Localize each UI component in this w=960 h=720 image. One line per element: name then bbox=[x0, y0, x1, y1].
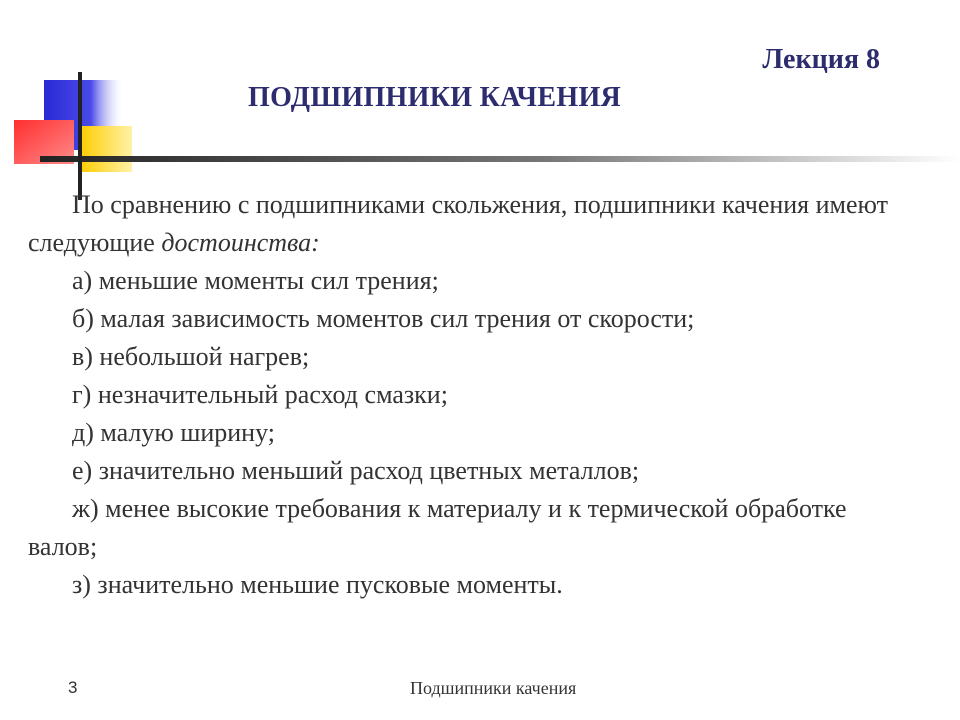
list-item: ж) менее высокие требования к материалу и к термической обработке валов; bbox=[28, 494, 847, 561]
page-number: 3 bbox=[68, 678, 78, 697]
horizontal-rule bbox=[40, 156, 960, 162]
intro-paragraph bbox=[28, 186, 908, 262]
slide-body bbox=[28, 186, 908, 604]
lecture-number: Лекция 8 bbox=[762, 44, 880, 75]
list-item: е) значительно меньший расход цветных металлов; bbox=[72, 456, 640, 485]
list-item: з) значительно меньшие пусковые моменты. bbox=[72, 570, 563, 599]
vertical-rule bbox=[78, 72, 82, 200]
slide-title: ПОДШИПНИКИ КАЧЕНИЯ bbox=[248, 82, 622, 113]
intro-text: По сравнению с подшипниками скольжения, подшипники качения имеют следующие bbox=[28, 190, 888, 257]
intro-emphasis: достоинства: bbox=[161, 228, 320, 257]
list-item: б) малая зависимость моментов сил трения от скорости; bbox=[72, 304, 695, 333]
footer-title: Подшипники качения bbox=[410, 678, 577, 698]
list-item: а) меньшие моменты сил трения; bbox=[72, 266, 439, 295]
list-item: г) незначительный расход смазки; bbox=[72, 380, 448, 409]
yellow-square bbox=[80, 126, 132, 172]
list-item: в) небольшой нагрев; bbox=[72, 342, 310, 371]
list-item: д) малую ширину; bbox=[72, 418, 275, 447]
